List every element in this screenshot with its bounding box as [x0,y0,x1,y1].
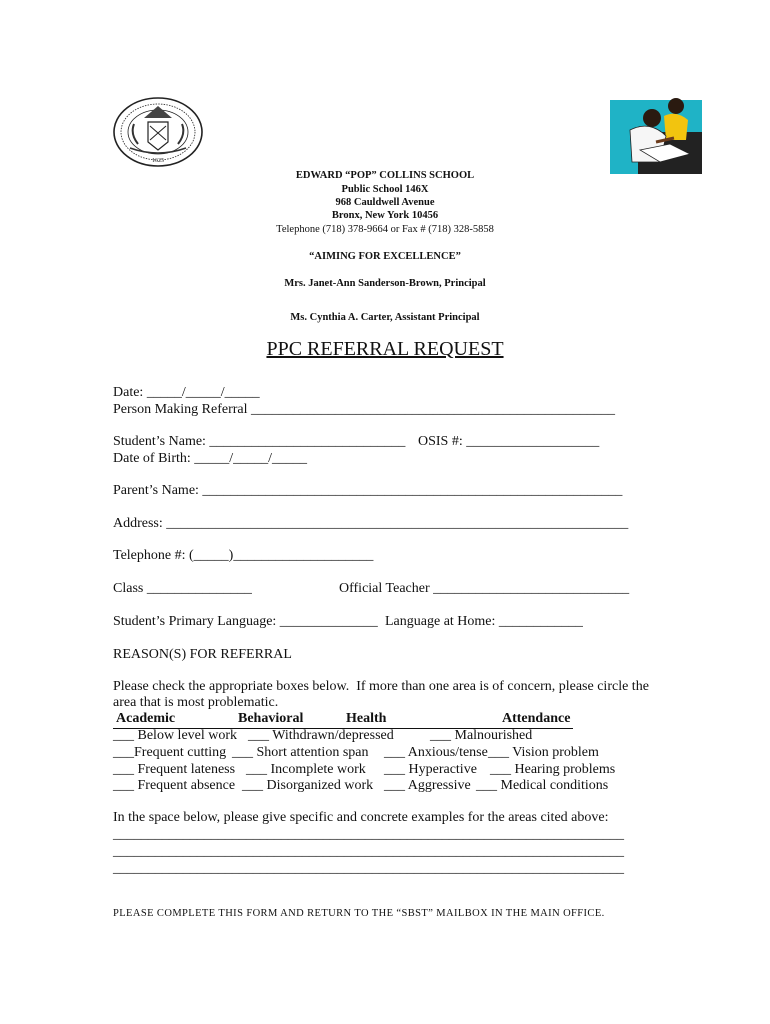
date-field: Date: _____/_____/_____ [113,385,260,400]
class-field: Class _______________ [113,581,252,596]
examples-line-2[interactable]: _________________________________________________________________________ [113,844,624,859]
check-short-attention-span[interactable]: ___ Short attention span [232,745,369,760]
motto: “AIMING FOR EXCELLENCE” [309,251,461,262]
seal-year: 1625 [152,158,164,164]
category-behavioral: Behavioral [238,711,304,726]
check-frequent-cutting[interactable]: ___Frequent cutting [113,745,227,760]
category-attendance: Attendance [502,711,571,726]
instructions-line-1: Please check the appropriate boxes below. If more than one area is of concern, please circle the [113,679,649,694]
category-academic: Academic [116,711,176,726]
principal: Mrs. Janet-Ann Sanderson-Brown, Principal [284,278,486,289]
category-health: Health [346,711,387,726]
address-line-1: 968 Cauldwell Avenue [335,197,435,208]
check-frequent-lateness[interactable]: ___ Frequent lateness [113,762,236,777]
examples-line-1[interactable]: _________________________________________________________________________ [113,827,624,842]
check-withdrawn-depressed[interactable]: ___ Withdrawn/depressed [248,728,394,743]
home-language-field: Language at Home: ____________ [385,614,583,629]
city-seal-icon [110,94,206,168]
check-vision-problem[interactable]: ___ Vision problem [488,745,599,760]
telephone-field: Telephone #: (_____)____________________ [113,548,374,563]
examples-prompt: In the space below, please give specific and concrete examples for the areas cited above: [113,810,609,825]
school-number: Public School 146X [341,184,429,195]
check-frequent-absence[interactable]: ___ Frequent absence [113,778,236,793]
check-disorganized-work[interactable]: ___ Disorganized work [242,778,374,793]
student-name-field: Student’s Name: ____________________________ [113,434,406,449]
phone-fax: Telephone (718) 378-9664 or Fax # (718) 328-5858 [276,224,494,235]
check-incomplete-work[interactable]: ___ Incomplete work [246,762,366,777]
check-aggressive[interactable]: ___ Aggressive [384,778,471,793]
date-of-birth-field: Date of Birth: _____/_____/_____ [113,451,308,466]
address-line-2: Bronx, New York 10456 [331,210,439,221]
official-teacher-field: Official Teacher ____________________________ [339,581,630,596]
reasons-heading: REASON(S) FOR REFERRAL [113,647,292,662]
check-below-level-work[interactable]: ___ Below level work [113,728,238,743]
check-hyperactive[interactable]: ___ Hyperactive [384,762,477,777]
examples-line-3[interactable]: _________________________________________________________________________ [113,861,624,876]
address-field: Address: __________________________________________________________________ [113,516,629,531]
check-malnourished[interactable]: ___ Malnourished [430,728,533,743]
assistant-principal: Ms. Cynthia A. Carter, Assistant Principal [290,312,480,323]
check-hearing-problems[interactable]: ___ Hearing problems [490,762,616,777]
footer-note: PLEASE COMPLETE THIS FORM AND RETURN TO THE “SBST” MAILBOX IN THE MAIN OFFICE. [113,908,605,919]
form-title: PPC REFERRAL REQUEST [266,338,504,360]
school-name: EDWARD “POP” COLLINS SCHOOL [295,170,475,181]
check-medical-conditions[interactable]: ___ Medical conditions [476,778,609,793]
check-anxious-tense[interactable]: ___ Anxious/tense [384,745,488,760]
osis-field: OSIS #: ___________________ [418,434,600,449]
person-making-referral-field: Person Making Referral ____________________________________________________ [113,402,616,417]
instructions-line-2: area that is most problematic. [113,695,279,710]
parent-name-field: Parent’s Name: ____________________________________________________________ [113,483,623,498]
students-studying-icon [610,92,702,174]
primary-language-field: Student’s Primary Language: ______________ [113,614,378,629]
